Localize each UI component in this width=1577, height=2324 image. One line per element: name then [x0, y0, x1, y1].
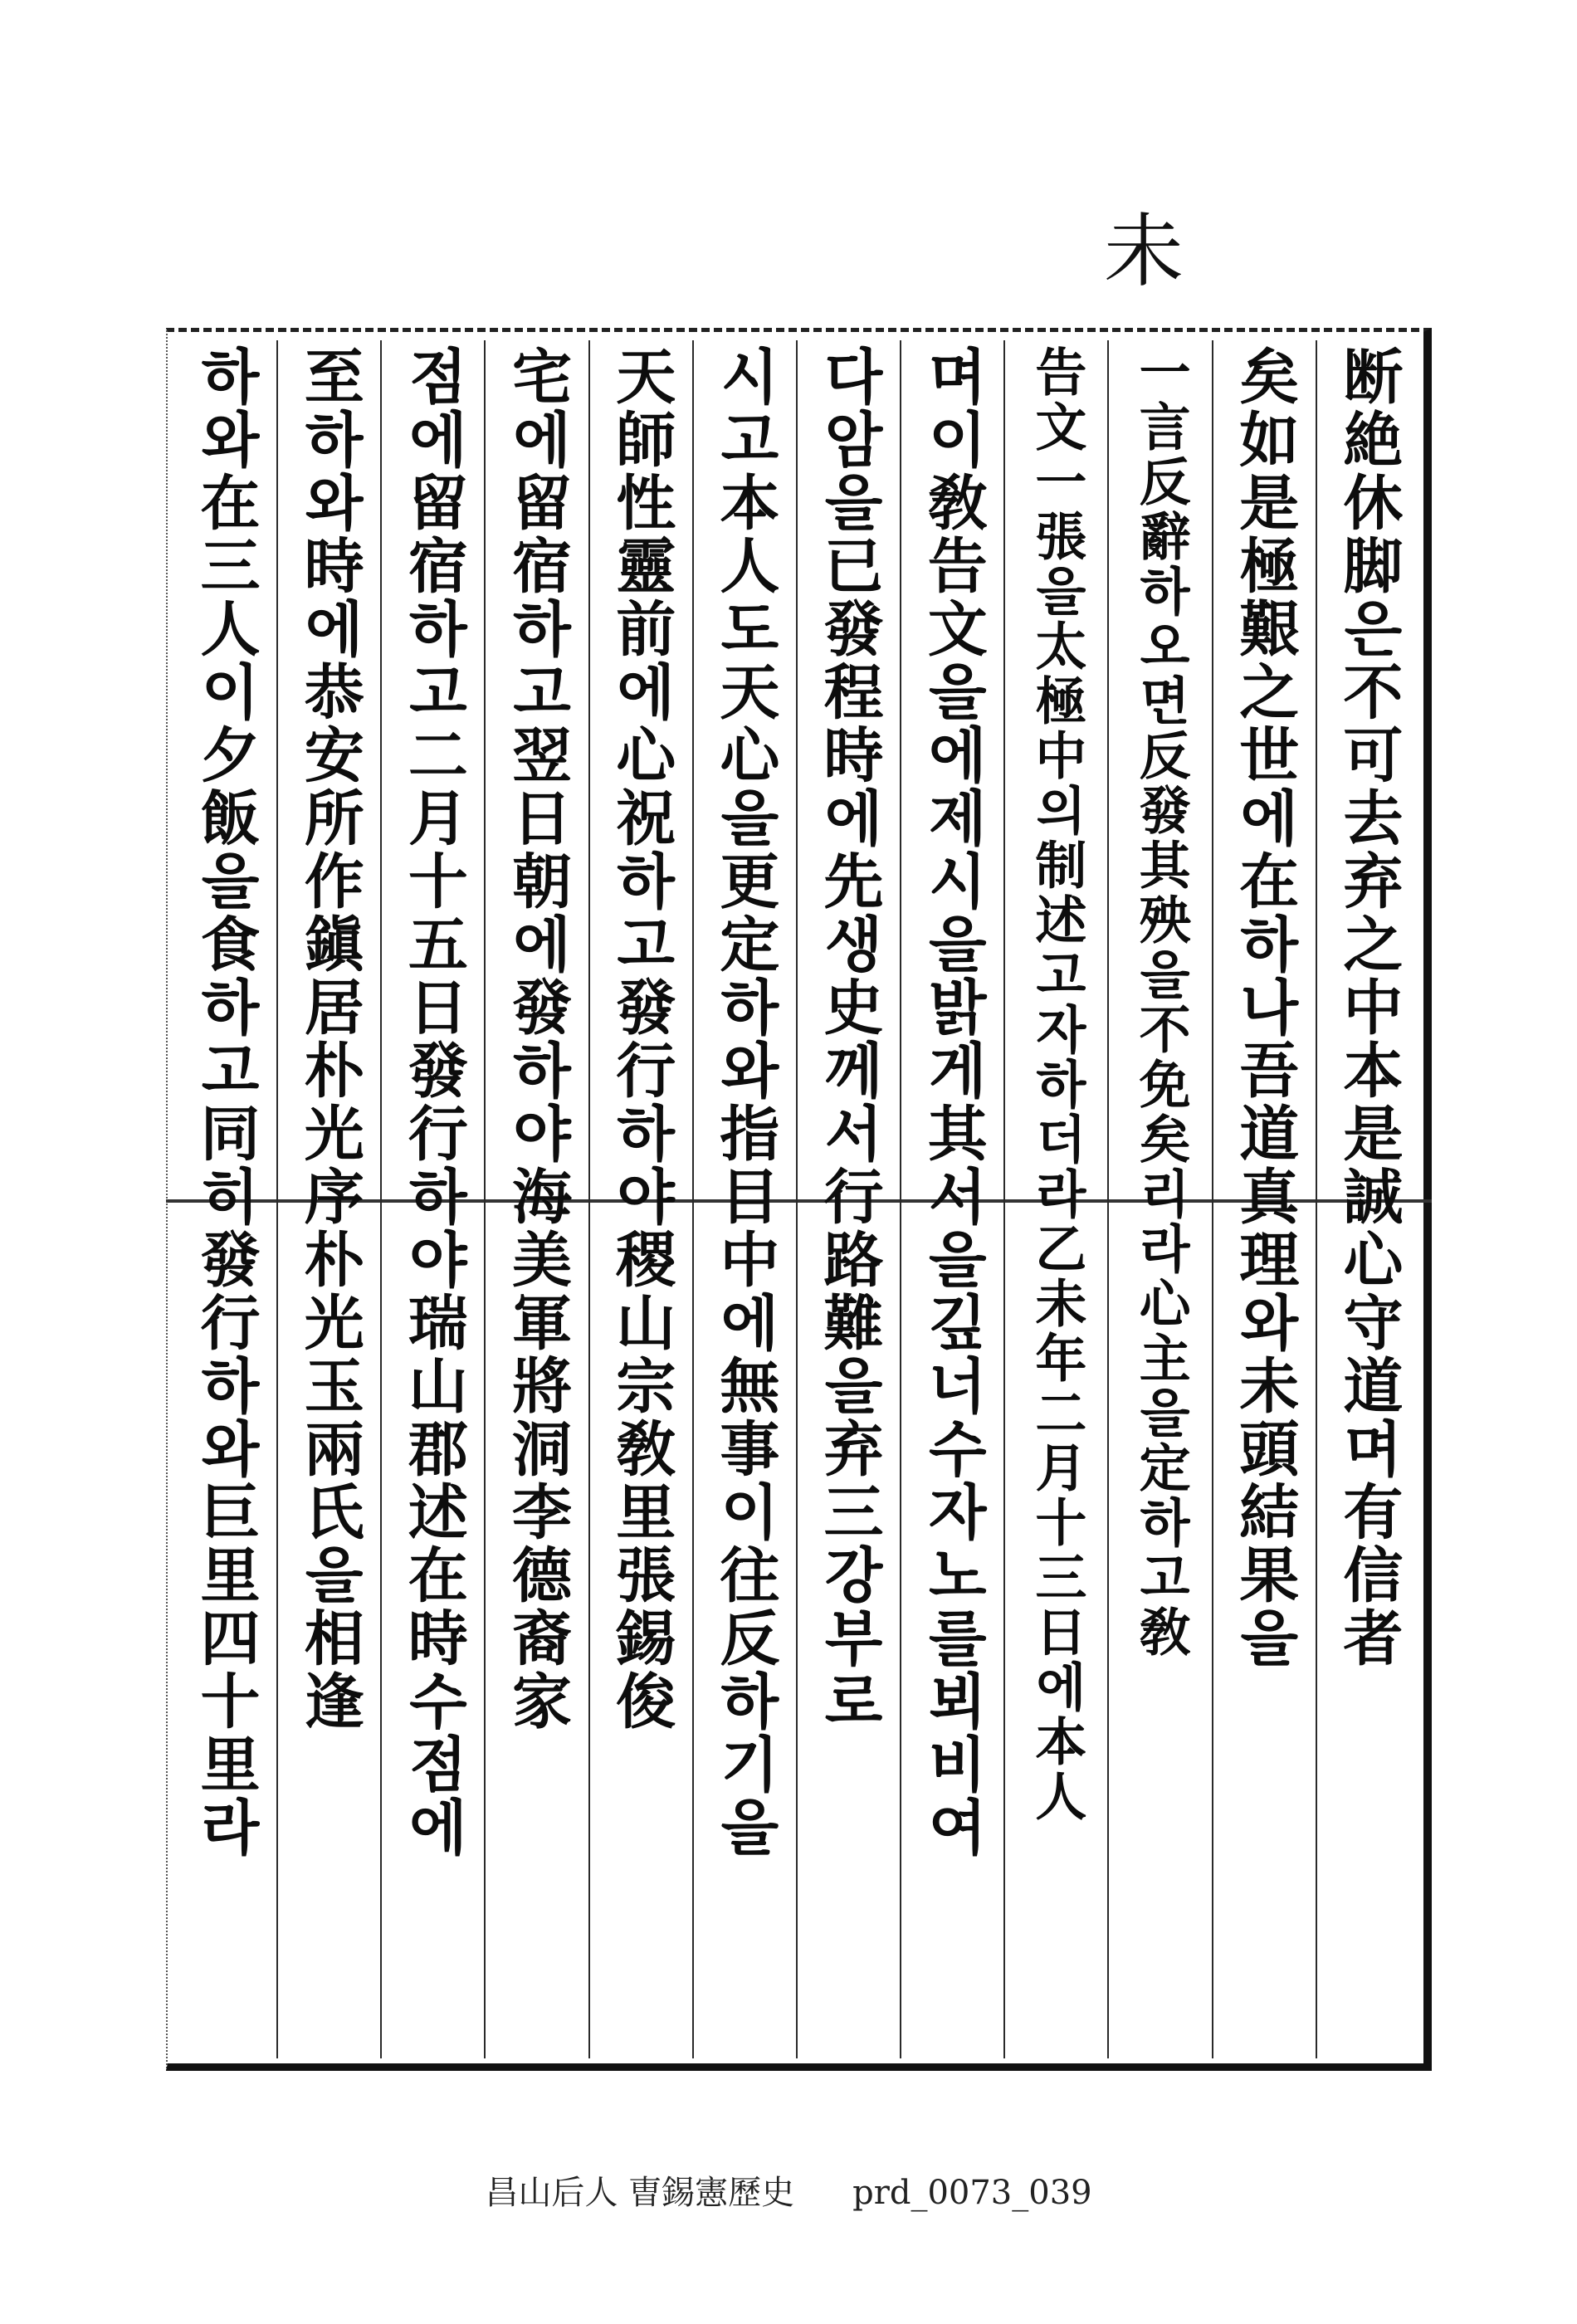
text-column: [484, 340, 588, 2058]
column-text: 一言反辭하오면反發其殃을不免矣리라心主을定하고敎: [1130, 345, 1192, 1660]
column-text: 告文一張을太極中의制述고자하더라乙未年二月十三日에本人: [1026, 345, 1087, 1824]
text-column: [174, 340, 276, 2058]
text-column: [1316, 340, 1419, 2058]
column-text: 矣如是極艱之世에在하나吾道真理와未頭結果을: [1229, 345, 1301, 1670]
column-text: 天師性靈前에心祝하고發行하야稷山宗敎里張錫俊: [606, 345, 677, 1733]
column-text: 며이敎告文을에제시을밝게其서을깊너수자노를뵈비여: [917, 345, 989, 1859]
text-column: [1107, 340, 1211, 2058]
text-column: [796, 340, 900, 2058]
text-column: [692, 340, 796, 2058]
column-text: 다암을已發程時에先생史께서行路難을弃三강부로: [813, 345, 885, 1733]
column-text: 시고本人도天心을更定하와指目中에無事이往反하기을: [710, 345, 781, 1859]
page-id: prd_0073_039: [852, 2174, 1092, 2212]
column-text: 하와在三人이夕飯을食하고同히發行하와巨里四十里라: [190, 345, 261, 1859]
text-column: [276, 340, 380, 2058]
text-columns: [174, 340, 1419, 2058]
text-column: [588, 340, 692, 2058]
footer-caption: [0, 2166, 1577, 2214]
column-text: 점에留宿하고二月十五日發行하야瑞山郡述在時수점에: [398, 345, 469, 1859]
column-text: 至하와時에恭安所作鎭居朴光序朴光玉兩氏을相逢: [294, 345, 365, 1733]
column-text: 断絶休脚은不可去弃之中本是誠心守道며有信者: [1333, 345, 1404, 1670]
text-column: [1003, 340, 1107, 2058]
text-column: [900, 340, 1003, 2058]
margin-note: 未: [1104, 205, 1184, 298]
column-text: 宅에留宿하고翌日朝에發하야海美軍將洞李德裔家: [502, 345, 574, 1733]
text-column: [380, 340, 484, 2058]
text-column: [1212, 340, 1316, 2058]
collection-title: 昌山后人 曺錫憲歷史: [485, 2174, 795, 2212]
